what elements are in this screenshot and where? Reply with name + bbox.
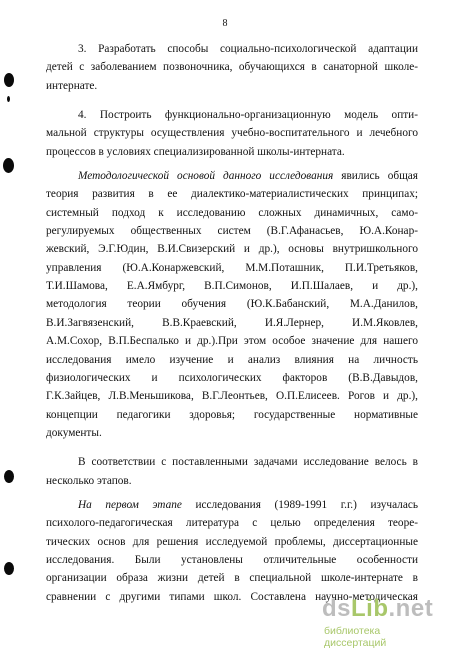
paragraph-line: системный подход к исследованию сложных динамичных, само- [46,206,418,219]
binder-mark [7,96,10,102]
paragraph-line: Т.И.Шамова, Е.А.Ямбург, В.П.Симонов, И.П.Шалаев, и др.), [46,280,418,293]
paragraph-line: детей с заболеванием позвоночника, обучающихся в санаторной школе- [46,61,418,74]
paragraph-line: сравнении с другими типами школ. Составлена научно-методическая [46,590,418,603]
paragraph-line: исследования. Были установлены отличительные особенности [46,553,418,566]
paragraph-line: документы. [46,426,102,439]
paragraph-line-rest: явились общая [333,170,419,183]
paragraph-line: процессов в условиях специализированной школы-интерната. [46,145,345,158]
paragraph-line: концепции педагогики здоровья; государственные нормативные [46,408,418,421]
logo-net: .net [388,595,434,622]
paragraph-line: теория развития в ее диалектико-материалистических принципах; [46,188,418,201]
binder-hole [3,158,14,173]
italic-lead: Методологической основой данного исследования [78,170,334,183]
paragraph-line: исследования имело изучение и анализ влияния на личность [46,353,418,366]
paragraph-line: управления (Ю.А.Конаржевский, М.М.Поташник, П.И.Третьяков, [46,261,418,274]
binder-hole [4,562,14,575]
watermark-subtitle: библиотека диссертаций [324,625,387,649]
logo-lib: Lib [351,595,389,622]
paragraph-line: интернате. [46,79,98,92]
paragraph-line-rest: исследования (1989-1991 г.г.) изучалась [181,498,418,511]
paragraph-line: тических основ для решения исследуемой проблемы, диссертационные [46,535,418,548]
logo-ds: ds [322,595,352,622]
page-number: 8 [222,18,228,29]
paragraph-line: А.М.Сохор, В.П.Беспалько и др.).При этом особое значение для нашего [46,335,418,348]
paragraph-line: 3. Разработать способы социально-психологической адаптации [78,43,418,55]
paragraph-line: жевский, Э.Г.Юдин, В.И.Свизерский и др.), основы внутришкольного [46,243,418,256]
paragraph-line: 4. Построить функционально-организационную модель опти- [78,109,418,122]
paragraph-line: мальной структуры осуществления учебно-воспитательного и лечебного [46,127,418,140]
paragraph-line: регулируемых общественных систем (В.Г.Афанасьев, Ю.А.Конар- [46,225,418,238]
italic-lead: На первом этапе [78,498,182,511]
dslib-logo [322,595,433,623]
paragraph-line: В.И.Загвязенский, В.В.Краевский, И.Я.Лернер, И.М.Яковлев, [46,316,418,329]
paragraph-line [46,167,418,185]
paragraph-line: методология теории обучения (Ю.К.Бабанский, М.А.Данилов, [46,298,418,311]
binder-hole [4,470,14,483]
document-body [46,40,418,606]
paragraph-line: физиологических и психологических факторов (В.В.Давыдов, [46,371,418,384]
paragraph-line: организации образа жизни детей в специальной школе-интернате в [46,572,418,585]
binder-hole [4,73,14,87]
paragraph-line [46,496,418,514]
paragraph-line: В соответствии с поставленными задачами исследование велось в [78,456,418,469]
paragraph-line: несколько этапов. [46,474,132,487]
dslib-watermark [322,595,442,649]
paragraph-line: психолого-педагогическая литература с целью определения теоре- [46,517,418,530]
paragraph-line: Г.К.Зайцев, Л.В.Меньшикова, В.Г.Леонтьев, О.П.Елисеев. Рогов и др.), [46,390,418,403]
